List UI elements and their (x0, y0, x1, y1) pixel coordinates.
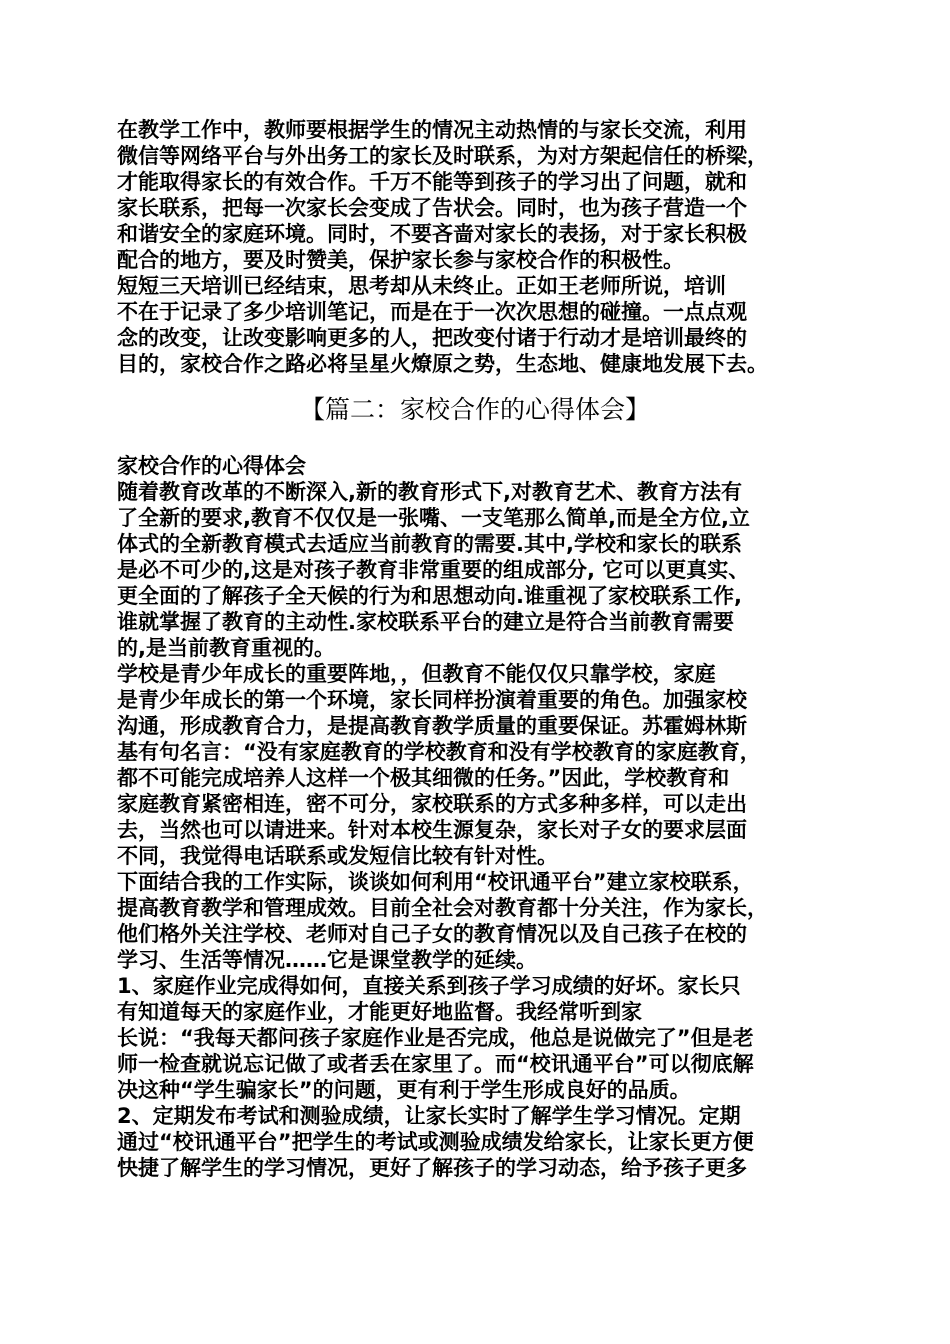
text-line: 配合的地方，要及时赞美，保护家长参与家校合作的积极性。 (117, 248, 684, 272)
text-line: 更全面的了解孩子全天候的行为和思想动向.谁重视了家校联系工作, (117, 584, 742, 608)
text-line: 在教学工作中，教师要根据学生的情况主动热情的与家长交流，利用 (117, 118, 747, 142)
text-line: 短短三天培训已经结束，思考却从未终止。正如王老师所说，培训 (117, 274, 726, 298)
text-line: 2、定期发布考试和测验成绩，让家长实时了解学生学习情况。定期 (117, 1104, 741, 1128)
paragraph-block-1 (117, 117, 842, 377)
text-line: 了全新的要求,教育不仅仅是一张嘴、一支笔那么简单,而是全方位,立 (117, 506, 750, 530)
text-line: 提高教育教学和管理成效。目前全社会对教育都十分关注，作为家长， (117, 896, 768, 920)
section-heading: 【篇二：家校合作的心得体会】 (299, 395, 650, 424)
text-line: 目的，家校合作之路必将呈星火燎原之势，生态地、健康地发展下去。 (117, 352, 768, 376)
text-line: 体式的全新教育模式去适应当前教育的需要.其中,学校和家长的联系 (117, 532, 742, 556)
text-line: 随着教育改革的不断深入,新的教育形式下,对教育艺术、教育方法有 (117, 480, 742, 504)
text-line: 和谐安全的家庭环境。同时，不要吝啬对家长的表扬，对于家长积极 (117, 222, 747, 246)
paragraph-block-2 (117, 453, 842, 1181)
text-line: 学习、生活等情况……它是课堂教学的延续。 (117, 948, 537, 972)
text-line: 1、家庭作业完成得如何，直接关系到孩子学习成绩的好坏。家长只 (117, 974, 741, 998)
text-line: 有知道每天的家庭作业，才能更好地监督。我经常听到家 (117, 1000, 642, 1024)
text-line: 是青少年成长的第一个环境，家长同样扮演着重要的角色。加强家校 (117, 688, 747, 712)
text-line: 长说：“我每天都问孩子家庭作业是否完成，他总是说做完了”但是老 (117, 1026, 754, 1050)
text-line: 才能取得家长的有效合作。千万不能等到孩子的学习出了问题，就和 (117, 170, 747, 194)
text-line: 是必不可少的,这是对孩子教育非常重要的组成部分, 它可以更真实、 (117, 558, 750, 582)
text-line: 不在于记录了多少培训笔记，而是在于一次次思想的碰撞。一点点观 (117, 300, 747, 324)
text-line: 沟通，形成教育合力，是提高教育教学质量的重要保证。苏霍姆林斯 (117, 714, 747, 738)
text-line: 家庭教育紧密相连，密不可分，家校联系的方式多种多样，可以走出 (117, 792, 747, 816)
text-line: 通过“校讯通平台”把学生的考试或测验成绩发给家长，让家长更方便 (117, 1130, 754, 1154)
text-line: 决这种“学生骗家长”的问题，更有利于学生形成良好的品质。 (117, 1078, 691, 1102)
text-line: 快捷了解学生的学习情况，更好了解孩子的学习动态，给予孩子更多 (117, 1156, 747, 1180)
text-line: 去，当然也可以请进来。针对本校生源复杂，家长对子女的要求层面 (117, 818, 747, 842)
text-line: 家长联系，把每一次家长会变成了告状会。同时，也为孩子营造一个 (117, 196, 747, 220)
text-line: 学校是青少年成长的重要阵地，，但教育不能仅仅只靠学校，家庭 (117, 662, 716, 686)
text-line: 的,是当前教育重视的。 (117, 636, 335, 660)
text-line: 不同，我觉得电话联系或发短信比较有针对性。 (117, 844, 558, 868)
text-line: 基有句名言：“没有家庭教育的学校教育和没有学校教育的家庭教育， (117, 740, 761, 764)
text-line: 微信等网络平台与外出务工的家长及时联系，为对方架起信任的桥梁， (117, 144, 768, 168)
text-line: 他们格外关注学校、老师对自己子女的教育情况以及自己孩子在校的 (117, 922, 747, 946)
text-line: 念的改变，让改变影响更多的人，把改变付诸于行动才是培训最终的 (117, 326, 747, 350)
text-line: 家校合作的心得体会 (117, 454, 306, 478)
text-line: 下面结合我的工作实际，谈谈如何利用“校讯通平台”建立家校联系， (117, 870, 754, 894)
text-line: 师一检查就说忘记做了或者丢在家里了。而“校讯通平台”可以彻底解 (117, 1052, 754, 1076)
text-line: 都不可能完成培养人这样一个极其细微的任务。”因此，学校教育和 (117, 766, 730, 790)
text-line: 谁就掌握了教育的主动性.家校联系平台的建立是符合当前教育需要 (117, 610, 734, 634)
